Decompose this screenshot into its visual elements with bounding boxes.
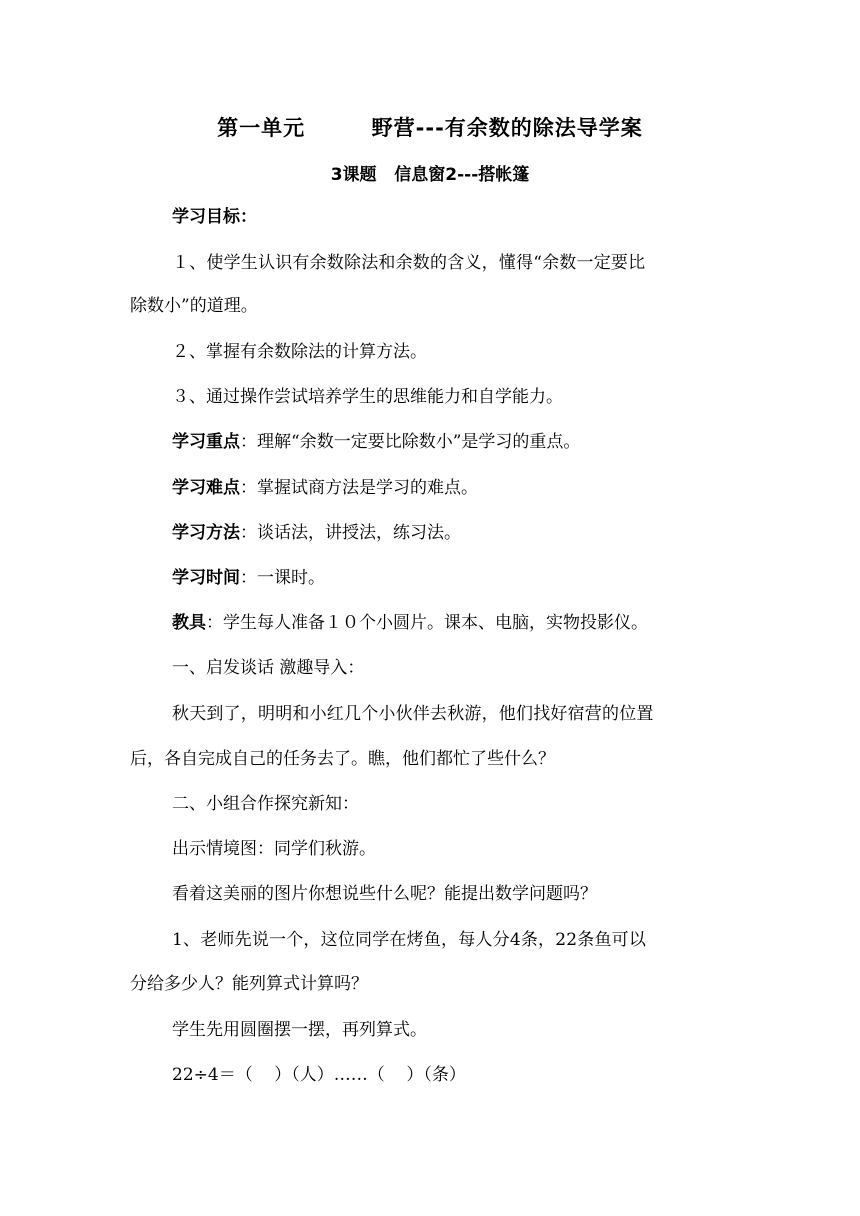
equation: 22÷4＝（ ）（人）……（ ）（条） [172,1065,466,1085]
page-subtitle: 3课题 信息窗2---搭帐篷 [330,165,530,185]
key-point [172,431,782,453]
method-label: 学习方法 [172,523,240,543]
tools-text: ：学生每人准备１０个小圆片。课本、电脑，实物投影仪。 [206,613,648,633]
teaching-tools [172,612,782,634]
tools-label: 教具 [172,613,206,633]
question-text: 看着这美丽的图片你想说些什么呢？能提出数学问题吗？ [172,884,597,904]
section-1-heading: 一、启发谈话 激趣导入： [172,658,365,678]
paragraph-1-line-1: 秋天到了，明明和小红几个小伙伴去秋游，他们找好宿营的位置 [172,704,654,724]
time-text: ：一课时。 [240,568,325,588]
scene-text: 出示情境图：同学们秋游。 [172,839,376,859]
student-instruction: 学生先用圆圈摆一摆，再列算式。 [172,1020,427,1040]
objective-1-line-1: １、使学生认识有余数除法和余数的含义，懂得“余数一定要比 [172,253,646,273]
objective-2: ２、掌握有余数除法的计算方法。 [172,342,427,362]
key-point-text: ：理解“余数一定要比除数小”是学习的重点。 [240,432,581,452]
study-time [172,567,782,589]
difficulty-text: ：掌握试商方法是学习的难点。 [240,478,478,498]
study-method [172,522,782,544]
time-label: 学习时间 [172,568,240,588]
section-2-heading: 二、小组合作探究新知： [172,794,359,814]
objectives-heading: 学习目标： [172,207,257,227]
objective-1-line-2: 除数小”的道理。 [130,296,258,316]
difficulty-point [172,477,782,499]
page-title: 第一单元 野营---有余数的除法导学案 [217,116,643,140]
difficulty-label: 学习难点 [172,478,240,498]
method-text: ：谈话法，讲授法，练习法。 [240,523,461,543]
item-1-line-2: 分给多少人？能列算式计算吗？ [130,974,368,994]
objective-3: ３、通过操作尝试培养学生的思维能力和自学能力。 [172,387,563,407]
paragraph-1-line-2: 后，各自完成自己的任务去了。瞧，他们都忙了些什么？ [130,749,555,769]
item-1-line-1: 1、老师先说一个，这位同学在烤鱼，每人分4条，22条鱼可以 [172,930,647,950]
key-point-label: 学习重点 [172,432,240,452]
